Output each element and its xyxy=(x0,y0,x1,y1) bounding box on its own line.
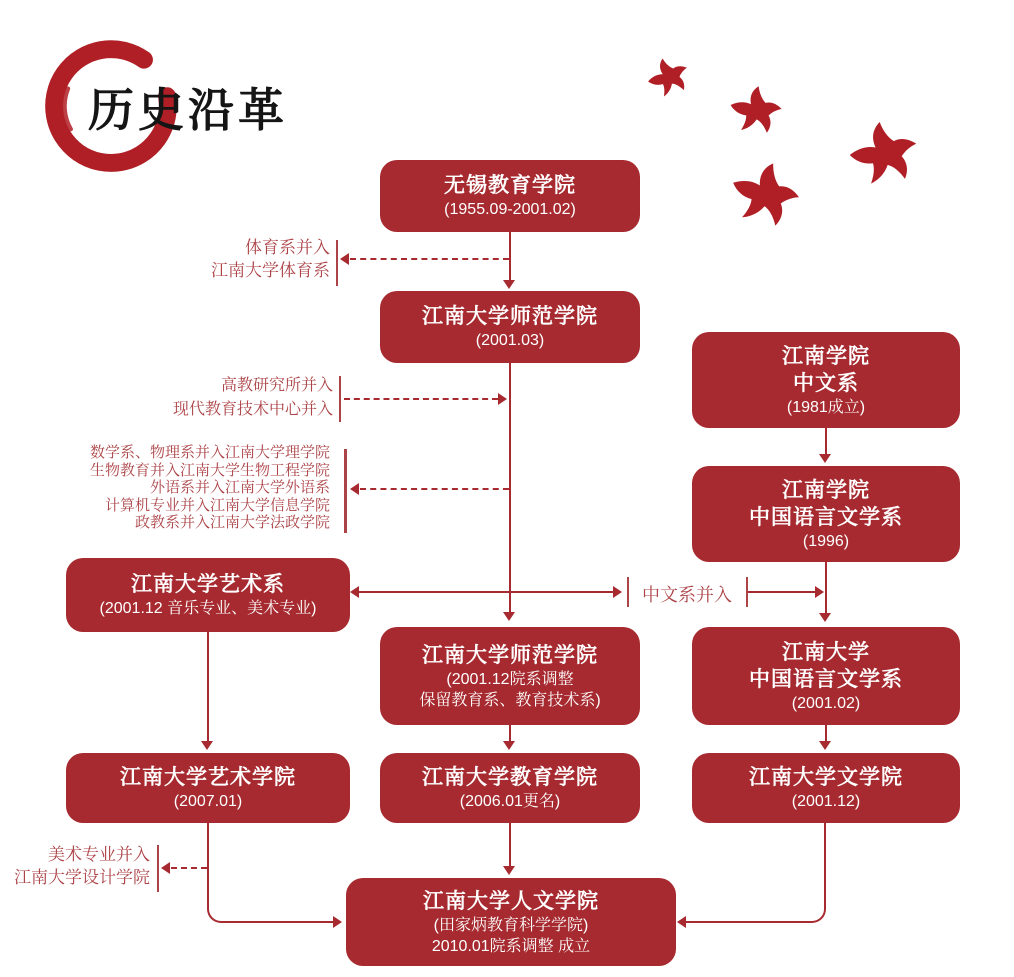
box-title: 江南学院 xyxy=(782,344,870,368)
box-title: 江南大学教育学院 xyxy=(422,766,598,789)
note-line: 体育系并入 xyxy=(245,238,330,257)
box-wuxi-education-college xyxy=(380,160,640,232)
note-line: 江南大学设计学院 xyxy=(14,868,150,887)
note-tick xyxy=(339,376,341,422)
connector-edu-to-humanities xyxy=(509,823,511,867)
arrowhead-left-icon xyxy=(340,253,349,265)
note-tick xyxy=(157,845,159,892)
dashed-connector-departments xyxy=(360,488,509,490)
note-tick xyxy=(344,449,347,533)
page-title: 历史沿革 xyxy=(88,85,288,136)
note-line: 计算机专业并入江南大学信息学院 xyxy=(104,496,330,514)
connector-lang-to-jnu-lang xyxy=(825,562,827,614)
box-title: 无锡教育学院 xyxy=(444,174,576,197)
connector-merge-row-right xyxy=(748,591,815,593)
connector-artsschool-to-humanities xyxy=(207,823,338,923)
box-jiangnan-college-language-dept xyxy=(692,466,960,562)
box-jnu-language-dept xyxy=(692,627,960,725)
box-subtitle-line2: 保留教育系、教育技术系) xyxy=(419,691,601,709)
box-title-line2: 中文系 xyxy=(793,371,859,395)
box-jnu-normal-college-adjusted xyxy=(380,627,640,725)
note-line: 数学系、物理系并入江南大学理学院 xyxy=(89,444,330,461)
box-jnu-normal-college-2001 xyxy=(380,291,640,363)
box-subtitle: (1981成立) xyxy=(786,398,866,416)
connector-wuxi-to-normal xyxy=(509,232,511,280)
arrowhead-right-icon xyxy=(333,916,342,928)
note-line: 高教研究所并入 xyxy=(220,377,333,394)
connector-lit-to-humanities xyxy=(684,823,826,923)
arrowhead-right-icon xyxy=(815,586,824,598)
box-title: 江南大学师范学院 xyxy=(422,643,598,667)
box-title: 江南学院 xyxy=(782,478,870,502)
box-subtitle-line2: 2010.01院系调整 成立 xyxy=(431,937,591,955)
box-jnu-arts-school xyxy=(66,753,350,823)
connector-lang-to-lit xyxy=(825,725,827,742)
box-subtitle: (2001.03) xyxy=(475,332,545,349)
box-subtitle: (2007.01) xyxy=(173,793,243,810)
note-line: 生物教育并入江南大学生物工程学院 xyxy=(89,461,330,479)
box-subtitle: (2006.01更名) xyxy=(459,793,561,810)
box-title: 江南大学艺术系 xyxy=(131,573,285,596)
dashed-connector-research xyxy=(344,398,498,400)
box-title-line2: 中国语言文学系 xyxy=(749,505,903,529)
connector-normal-to-normal2 xyxy=(509,363,511,612)
arrowhead-left-icon xyxy=(677,916,686,928)
connector-college-cn-to-lang xyxy=(825,428,827,454)
arrowhead-down-icon xyxy=(503,280,515,289)
note-departments-split xyxy=(90,444,330,532)
box-subtitle: (1955.09-2001.02) xyxy=(444,201,576,218)
box-subtitle: (2001.02) xyxy=(791,694,861,712)
arrowhead-down-icon xyxy=(503,866,515,875)
arrowhead-down-icon xyxy=(819,454,831,463)
box-subtitle: (2001.12) xyxy=(791,793,861,810)
arrowhead-right-icon xyxy=(613,586,622,598)
arrowhead-down-icon xyxy=(819,741,831,750)
note-line: 政教系并入江南大学法政学院 xyxy=(134,514,330,531)
note-research-merge xyxy=(173,374,333,422)
note-fine-arts-merge xyxy=(14,843,150,889)
note-line: 现代教育技术中心并入 xyxy=(172,401,333,418)
box-jnu-literature-school xyxy=(692,753,960,823)
doves-icon xyxy=(618,40,982,240)
arrowhead-down-icon xyxy=(503,741,515,750)
arrowhead-right-icon xyxy=(498,393,507,405)
box-title: 江南大学艺术学院 xyxy=(120,766,296,789)
note-line: 外语系并入江南大学外语系 xyxy=(149,479,330,496)
box-subtitle: (2001.12 音乐专业、美术专业) xyxy=(99,600,317,617)
note-tick xyxy=(336,240,338,286)
box-subtitle: (2001.12院系调整 xyxy=(446,670,574,688)
box-jnu-arts-dept xyxy=(66,558,350,632)
merge-tick-left xyxy=(627,577,629,607)
box-title: 江南大学文学院 xyxy=(749,766,903,789)
connector-artsdept-to-artsschool xyxy=(207,632,209,742)
arrowhead-left-icon xyxy=(161,862,170,874)
box-title: 江南大学 xyxy=(782,640,870,664)
box-subtitle: (1996) xyxy=(802,532,850,550)
box-title-line2: 中国语言文学系 xyxy=(749,667,903,691)
box-title: 江南大学师范学院 xyxy=(422,305,598,328)
arrowhead-down-icon xyxy=(201,741,213,750)
dashed-connector-fine-arts xyxy=(171,867,207,869)
merge-label-chinese-dept: 中文系并入 xyxy=(642,585,732,605)
box-title: 江南大学人文学院 xyxy=(423,889,599,913)
connector-merge-row-left xyxy=(358,591,613,593)
note-line: 江南大学体育系 xyxy=(211,261,330,280)
arrowhead-left-icon xyxy=(350,483,359,495)
note-sports-merge xyxy=(211,236,330,282)
box-jiangnan-college-chinese-dept xyxy=(692,332,960,428)
dashed-connector-sports xyxy=(350,258,509,260)
note-line: 美术专业并入 xyxy=(48,845,150,864)
arrowhead-down-icon xyxy=(819,613,831,622)
box-jnu-education-school xyxy=(380,753,640,823)
box-jnu-humanities-school xyxy=(346,878,676,966)
connector-normal2-to-edu xyxy=(509,725,511,742)
arrowhead-down-icon xyxy=(503,612,515,621)
box-subtitle: (田家炳教育科学学院) xyxy=(433,916,589,934)
